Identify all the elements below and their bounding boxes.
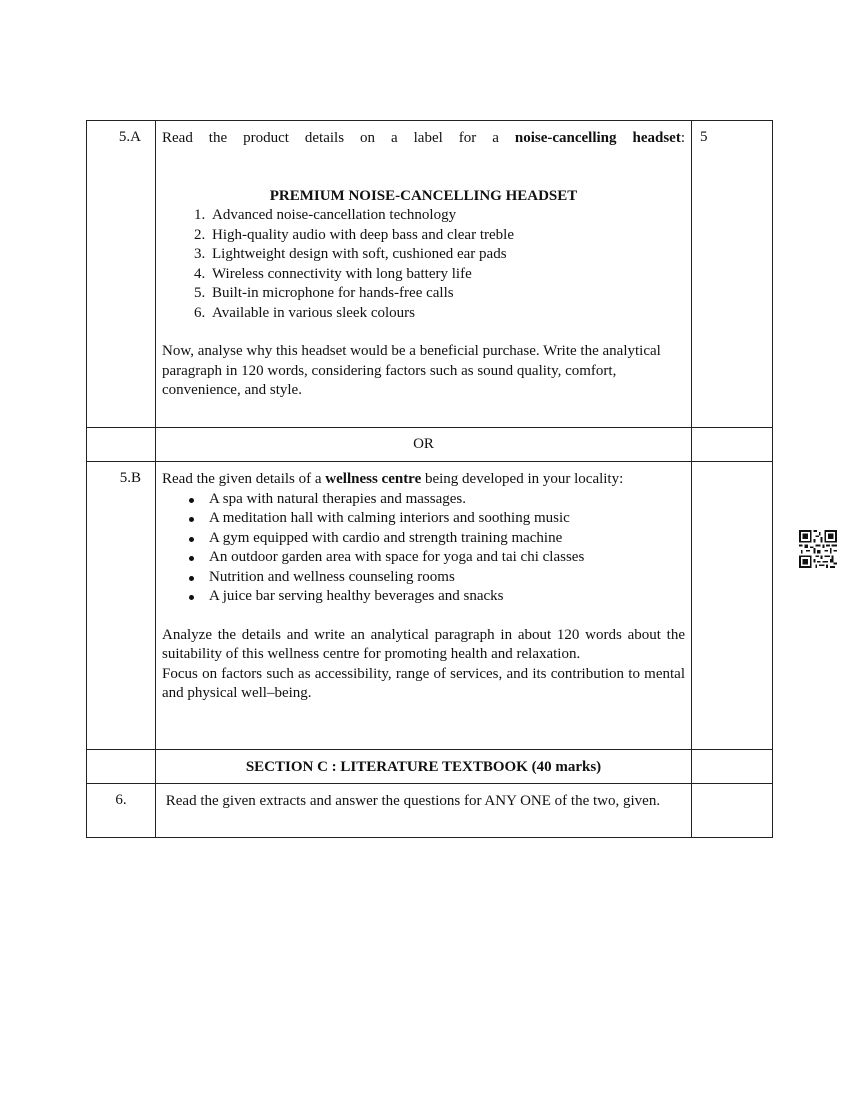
- empty-cell: [87, 750, 156, 784]
- empty-cell: [692, 428, 773, 462]
- feature-list: [162, 206, 685, 323]
- question-row-5a: [87, 121, 773, 428]
- question-content: Read the given extracts and answer the questions for ANY ONE of the two, given.: [156, 784, 692, 838]
- task-paragraph: Analyze the details and write an analytical paragraph in about 120 words about the suitability of this wellness centre for promoting health and relaxation.: [162, 626, 685, 662]
- question-content: [156, 121, 692, 428]
- intro-end: :: [680, 130, 685, 146]
- section-row: [87, 750, 773, 784]
- qr-code-icon[interactable]: [799, 529, 837, 569]
- list-item: 1. Advanced noise-cancellation technology: [209, 206, 685, 226]
- question-intro: [162, 470, 685, 490]
- or-row: [87, 428, 773, 462]
- list-item: 3. Lightweight design with soft, cushioned ear pads: [209, 245, 685, 265]
- intro-highlight: noise-cancelling headset: [514, 130, 681, 146]
- list-item: Nutrition and wellness counseling rooms: [209, 568, 685, 588]
- list-item: 5. Built-in microphone for hands-free calls: [209, 284, 685, 304]
- list-item: A meditation hall with calming interiors and soothing music: [209, 509, 685, 529]
- marks: 5: [692, 121, 773, 428]
- question-row-5b: [87, 462, 773, 750]
- empty-cell: [692, 784, 773, 838]
- product-title: PREMIUM NOISE-CANCELLING HEADSET: [269, 187, 578, 204]
- section-heading: SECTION C : LITERATURE TEXTBOOK (40 marks): [156, 750, 692, 784]
- empty-cell: [692, 750, 773, 784]
- question-number: 6.: [87, 784, 156, 838]
- or-label: OR: [156, 428, 692, 462]
- question-intro: [162, 129, 685, 149]
- question-table: [86, 120, 773, 838]
- intro-text: Read the given details of a: [162, 471, 326, 487]
- list-item: A juice bar serving healthy beverages and snacks: [209, 587, 685, 607]
- amenity-list: [162, 490, 685, 607]
- intro-text: Read the product details on a label for a: [162, 130, 515, 146]
- list-item: An outdoor garden area with space for yoga and tai chi classes: [209, 548, 685, 568]
- empty-cell: [692, 462, 773, 750]
- list-item: 4. Wireless connectivity with long battery life: [209, 265, 685, 285]
- list-item: 6. Available in various sleek colours: [209, 304, 685, 324]
- list-item: A spa with natural therapies and massages.: [209, 490, 685, 510]
- intro-end: being developed in your locality:: [421, 471, 624, 487]
- task-paragraph: Now, analyse why this headset would be a beneficial purchase. Write the analytical paragraph in 120 words, considering factors such as sound quality, comfort, convenience, and style.: [162, 343, 661, 398]
- list-item: 2. High-quality audio with deep bass and clear treble: [209, 226, 685, 246]
- list-item: A gym equipped with cardio and strength training machine: [209, 529, 685, 549]
- question-number: 5.B: [87, 462, 156, 750]
- focus-paragraph: Focus on factors such as accessibility, range of services, and its contribution to mental and physical well–being.: [162, 665, 685, 701]
- intro-highlight: wellness centre: [325, 471, 422, 487]
- empty-cell: [87, 428, 156, 462]
- question-content: [156, 462, 692, 750]
- question-row-6: [87, 784, 773, 838]
- question-number: 5.A: [87, 121, 156, 428]
